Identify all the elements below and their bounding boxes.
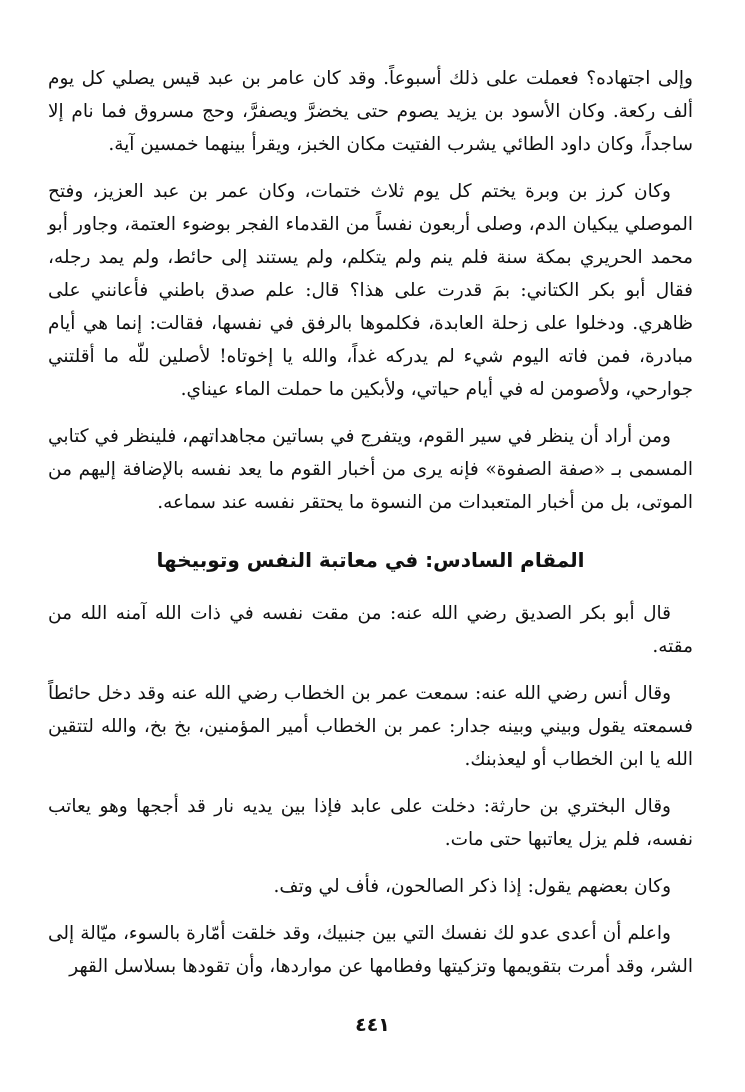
paragraph-anas-saying: وقال أنس رضي الله عنه: سمعت عمر بن الخطاب رضي الله عنه وقد دخل حائطاً فسمعته يقول وبيني وبينه جدار: عمر بن الخطاب أمير المؤمنين، بخ بخ، والله لتتقين الله يا ابن الخطاب أو ليعذبنك.	[48, 683, 693, 770]
section-title: المقام السادس: في معاتبة النفس وتوبيخها	[156, 548, 585, 572]
paragraph-book-reference: ومن أراد أن ينظر في سير القوم، ويتفرج في بساتين مجاهداتهم، فلينظر في كتابي المسمى بـ «صفة الصفوة» فإنه يرى من أخبار القوم ما يعد نفسه بالإضافة إليهم من الموتى، بل من أخبار المتعبدات من النسوة ما يحتقر نفسه عند سماعه.	[48, 426, 693, 513]
paragraph-devotion-stories: وكان كرز بن وبرة يختم كل يوم ثلاث ختمات، وكان عمر بن عبد العزيز، وفتح الموصلي يبكيان الدم، وصلى أربعون نفساً من القدماء الفجر بوضوء العتمة، وجاور أبو محمد الحريري بمكة سنة فلم ينم ولم يتكلم، ولم يستند إلى حائط، ولم يمد رجله، فقال أبو بكر الكتاني: بمَ قدرت على هذا؟ قال: علم صدق باطني فأعانني على ظاهري. ودخلوا على زحلة العابدة، فكلموها بالرفق في نفسها، فقالت: إنما هي أيام مبادرة، فمن فاته اليوم شيء لم يدركه غداً، والله يا إخوتاه! لأصلين للّه ما أقلتني جوارحي، ولأصومن له في أيام حياتي، ولأبكين ما حملت الماء عيناي.	[48, 181, 693, 400]
paragraph-righteous-saying: وكان بعضهم يقول: إذا ذكر الصالحون، فأف لي وتف.	[273, 876, 671, 897]
page-number: ٤٤١	[355, 1014, 390, 1036]
paragraph-worship-examples: وإلى اجتهاده؟ فعملت على ذلك أسبوعاً. وقد كان عامر بن عبد قيس يصلي كل يوم ألف ركعة. وكان الأسود بن يزيد يصوم حتى يخضرَّ ويصفرَّ، وحج مسروق فما نام إلا ساجداً، وكان داود الطائي يشرب الفتيت مكان الخبز، ويقرأ بينهما خمسين آية.	[48, 68, 693, 155]
paragraph-abu-bakr-saying: قال أبو بكر الصديق رضي الله عنه: من مقت نفسه في ذات الله آمنه الله من مقته.	[48, 603, 693, 657]
paragraph-nafs-enemy: واعلم أن أعدى عدو لك نفسك التي بين جنبيك، وقد خلقت أمّارة بالسوء، ميّالة إلى الشر، وقد أمرت بتقويمها وتزكيتها وفطامها عن مواردها، وأن تقودها بسلاسل القهر	[48, 923, 693, 977]
paragraph-bakhtari-saying: وقال البختري بن حارثة: دخلت على عابد فإذا بين يديه نار قد أججها وهو يعاتب نفسه، فلم يزل يعاتبها حتى مات.	[48, 796, 693, 850]
